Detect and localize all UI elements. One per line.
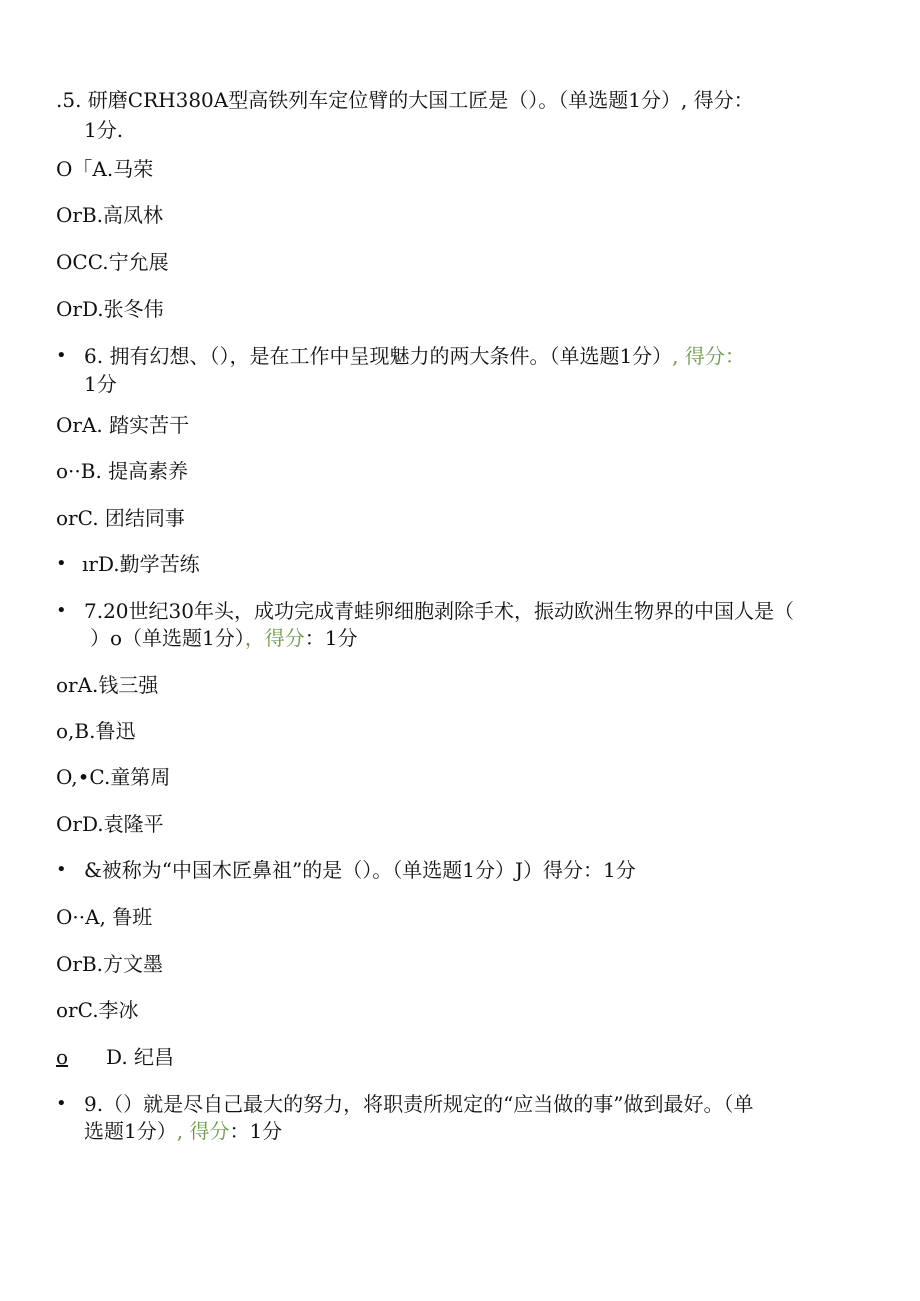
- question-5-option-c[interactable]: OCC.宁允展: [56, 250, 169, 274]
- question-9-text: 9.（）就是尽自己最大的努力，将职责所规定的“应当做的事”做到最好。（单: [84, 1092, 754, 1116]
- question-7-option-a[interactable]: orA.钱三强: [56, 673, 159, 697]
- question-6-stem: 6. 拥有幻想、（），是在工作中呈现魅力的两大条件。（单选题1分）: [84, 344, 673, 368]
- question-5-text: .5. 研磨CRH380A型高铁列车定位臂的大国工匠是（）。（单选题1分）, 得分：: [56, 88, 754, 112]
- question-5-option-b[interactable]: OrB.高凤林: [56, 203, 164, 227]
- question-6-score: 1分: [84, 372, 117, 396]
- question-9-type: 选题1分）: [84, 1119, 177, 1143]
- question-6-option-d[interactable]: ırD.勤学苦练: [82, 552, 200, 576]
- question-8-option-c[interactable]: orC.李冰: [56, 998, 139, 1022]
- question-8-option-d-mark[interactable]: o: [56, 1045, 69, 1069]
- question-9-bullet: •: [56, 1093, 67, 1114]
- question-9-score: ：1分: [229, 1119, 283, 1143]
- question-5-score: 1分.: [84, 118, 124, 142]
- question-7-bullet: •: [56, 600, 67, 621]
- question-9-score-label: , 得分: [176, 1119, 230, 1143]
- question-7-score: ：1分: [304, 626, 358, 650]
- question-7-type: ）o（单选题1分）: [90, 626, 245, 650]
- question-7-option-d[interactable]: OrD.袁隆平: [56, 812, 164, 836]
- question-6-option-d-bullet: •: [56, 553, 67, 574]
- question-8-option-d[interactable]: D. 纪昌: [106, 1045, 175, 1069]
- question-6-text: [84, 342, 745, 370]
- question-8-text: &被称为“中国木匠鼻祖”的是（）。（单选题1分）J）得分：1分: [84, 858, 636, 882]
- question-8-option-b[interactable]: OrB.方文墨: [56, 952, 164, 976]
- question-6-option-a[interactable]: OrA. 踏实苦干: [56, 413, 190, 437]
- question-8-bullet: •: [56, 859, 67, 880]
- question-7-option-c[interactable]: O,•C.童第周: [56, 765, 171, 789]
- question-6-bullet: •: [56, 345, 67, 366]
- question-5-option-d[interactable]: OrD.张冬伟: [56, 297, 164, 321]
- question-9-text-line2: [84, 1117, 282, 1145]
- question-6-score-label: , 得分：: [672, 344, 745, 368]
- question-6-option-c[interactable]: orC. 团结同事: [56, 506, 185, 530]
- question-7-option-b[interactable]: o,B.鲁迅: [56, 719, 136, 743]
- question-7-text: 7.20世纪30年头，成功完成青蛙卵细胞剥除手术，振动欧洲生物界的中国人是（: [84, 599, 794, 623]
- question-5-option-a[interactable]: O「A.马荣: [56, 157, 154, 181]
- question-6-option-b[interactable]: o··B. 提高素养: [56, 459, 189, 483]
- question-7-text-line2: [90, 624, 358, 652]
- question-7-score-label: ，得分: [244, 626, 305, 650]
- question-8-option-a[interactable]: O··A, 鲁班: [56, 905, 153, 929]
